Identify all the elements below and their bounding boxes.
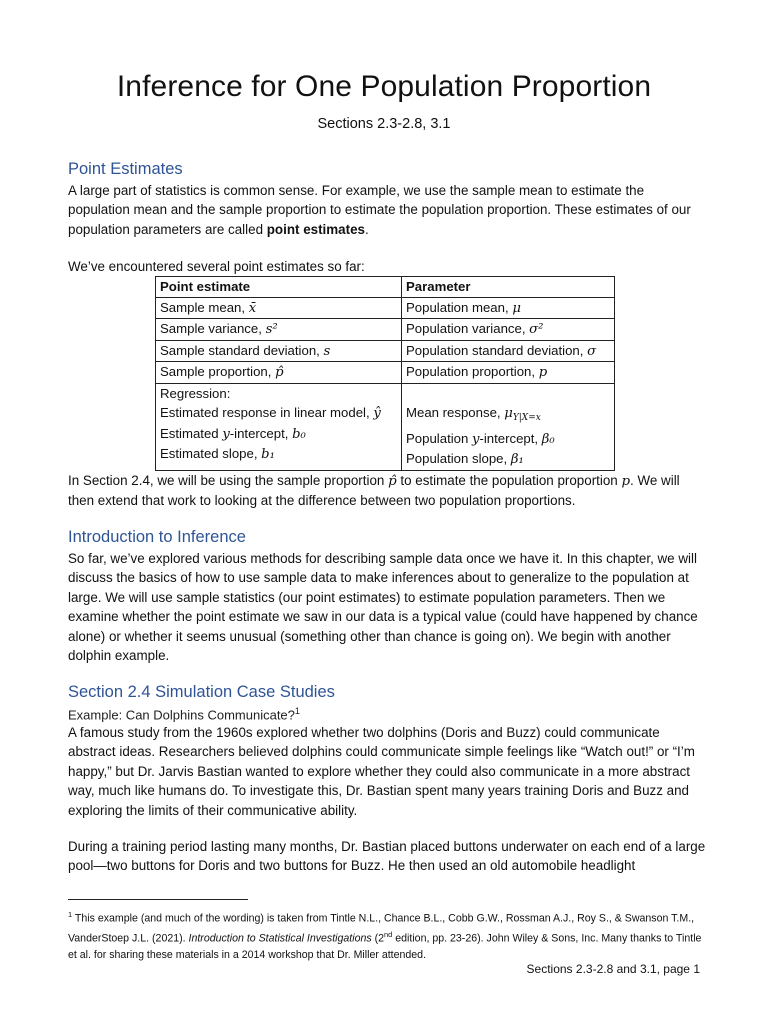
inference-paragraph: So far, we’ve explored various methods for describing sample data once we have it. In this chapter, we will discuss the basics of how to use sample data to make inferences about to generalize to the population at large. We will use sample statistics (our point estimates) to estimate population parameters. Then we examine whether the point estimate we saw in our data is a typical value (could have happened by chance alone) or whether it seems unusual (something other than chance is going on). We begin with another dolphin example.	[68, 551, 698, 664]
table-cell: Sample variance, s²	[156, 319, 402, 341]
heading-introduction-to-inference: Introduction to Inference	[68, 528, 246, 546]
point-estimate-table	[155, 276, 615, 471]
point-estimates-term: point estimates	[266, 221, 365, 237]
point-estimates-paragraph: A large part of statistics is common sense. For example, we use the sample mean to estimate the population mean and the sample proportion to estimate the population proportion. These estimates of our population parameters are called point estimates.	[68, 183, 691, 237]
table-row	[156, 340, 615, 362]
table-cell: Sample mean, x̄	[156, 297, 402, 319]
footnote: $^1$ This example (and much of the wording) is taken from Tintle N.L., Chance B.L., Cobb G.W., Rossman A.J., Roy S., & Swanson T.M., VanderStoep J.L. (2021). Introduction to Statistical Investigations (2nd edition, pp. 23-26). John Wiley & Sons, Inc. Many thanks to Tintle et al. for sharing these materials in a 2014 workshop that Dr. Miller attended.	[68, 910, 702, 961]
page-subtitle: Sections 2.3-2.8, 3.1	[317, 116, 451, 132]
table-cell: Population variance, σ²	[402, 319, 615, 341]
dolphin-paragraph: A famous study from the 1960s explored whether two dolphins (Doris and Buzz) could communicate abstract ideas. Researchers believed dolphins could communicate simple feelings like “Watch out!” or “I’m happy,” but Dr. Jarvis Bastian wanted to explore whether they could also communicate in a more abstract way, much like humans do. To investigate this, Dr. Bastian spent many years training Doris and Buzz and exploring the limits of their communicative ability.	[68, 725, 695, 818]
heading-section-2-4: Section 2.4 Simulation Case Studies	[68, 683, 335, 701]
table-row	[156, 362, 615, 384]
heading-point-estimates: Point Estimates	[68, 160, 183, 178]
footnote-divider	[68, 899, 248, 900]
page-footer: Sections 2.3-2.8 and 3.1, page 1	[526, 962, 700, 976]
page-title: Inference for One Population Proportion	[116, 70, 652, 103]
table-row	[156, 319, 615, 341]
table-cell: Mean response, $\mu_{Y|X=x}$ Population y-intercept, β₀ Population slope, β₁	[402, 383, 615, 470]
footnote-ref: 1	[294, 706, 300, 716]
training-paragraph: During a training period lasting many months, Dr. Bastian placed buttons underwater on each end of a large pool—two buttons for Doris and two buttons for Buzz. He then used an old automobile headlight	[68, 839, 706, 874]
table-header-cell: Point estimate	[156, 277, 402, 298]
table-cell: Regression: Estimated response in linear model, ŷ Estimated y-intercept, b₀ Estimated slope, b₁	[156, 383, 402, 470]
table-header-row	[156, 277, 615, 298]
section-2-4-intro-paragraph: In Section 2.4, we will be using the sample proportion p̂ to estimate the population proportion p. We will then extend that work to looking at the difference between two population proportions.	[68, 473, 680, 509]
table-cell: Population proportion, p	[402, 362, 615, 384]
table-cell: Population mean, μ	[402, 297, 615, 319]
table-cell: Population standard deviation, σ	[402, 340, 615, 362]
point-estimates-intro: We’ve encountered several point estimates so far:	[68, 259, 365, 274]
table-cell: Sample proportion, p̂	[156, 362, 402, 384]
table-row-regression	[156, 383, 615, 470]
table-cell: Sample standard deviation, s	[156, 340, 402, 362]
example-title: Example: Can Dolphins Communicate?$^1$	[68, 706, 300, 723]
table-row	[156, 297, 615, 319]
table-header-cell: Parameter	[402, 277, 615, 298]
